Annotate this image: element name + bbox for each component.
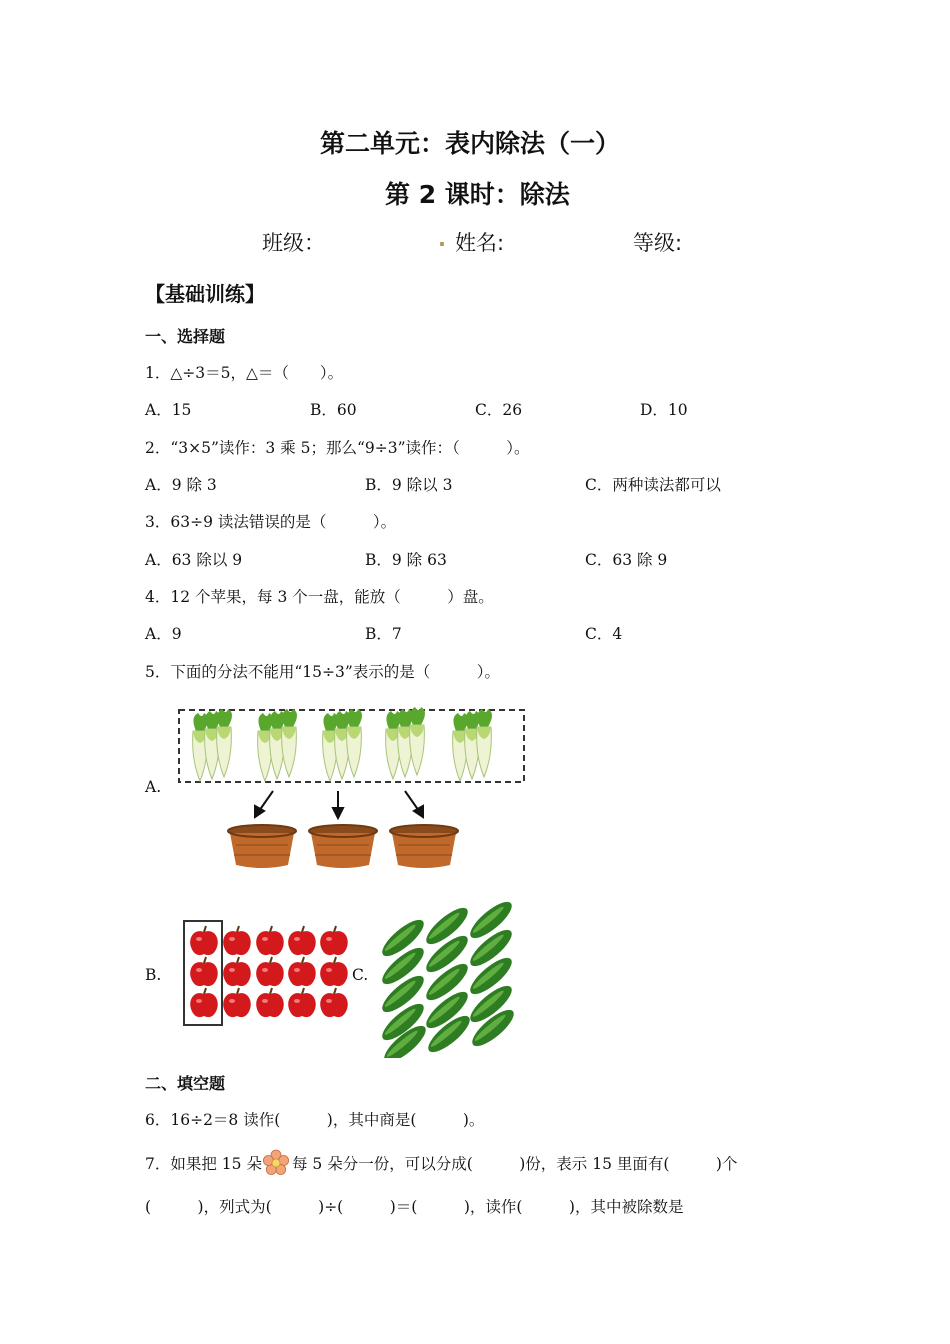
cucumber-column: [421, 902, 474, 1057]
q3-option-b: B．9 除 63: [365, 551, 447, 569]
radish-bunch: [193, 709, 232, 781]
basket: [309, 825, 377, 868]
page-title: 第二单元：表内除法（一）: [320, 129, 621, 158]
q5-option-c-label: C.: [352, 966, 369, 984]
q4-option-c: C．4: [585, 625, 623, 643]
q2-option-a: A．9 除 3: [145, 476, 217, 494]
q2-option-c: C．两种读法都可以: [585, 476, 721, 494]
apple-grid: [190, 926, 348, 1017]
radish-bunch: [453, 709, 492, 781]
radish-basket-illustration: [175, 705, 530, 875]
question-7-part2: 每 5 朵分一份，可以分成( )份，表示 15 里面有( )个: [292, 1155, 738, 1173]
question-4: 4．12 个苹果，每 3 个一盘，能放（ ）盘。: [145, 588, 494, 606]
apples-illustration: [182, 918, 352, 1028]
q1-option-b: B．60: [310, 401, 357, 419]
flower-icon: [262, 1149, 290, 1177]
section-choice-title: 一、选择题: [145, 327, 226, 346]
radish-bunch: [258, 709, 297, 781]
q5-option-a-label: A.: [145, 778, 162, 796]
q4-option-b: B．7: [365, 625, 402, 643]
q1-option-a: A．15: [145, 401, 192, 419]
question-2: 2．“3×5”读作：3 乘 5；那么“9÷3”读作：（ ）。: [145, 439, 530, 457]
q1-option-c: C．26: [475, 401, 523, 419]
radish-bunch: [386, 707, 425, 779]
lesson-subtitle: 第 2 课时：除法: [385, 180, 570, 209]
question-1: 1．△÷3＝5，△＝（ ）。: [145, 364, 344, 382]
q1-option-d: D．10: [640, 401, 688, 419]
grade-label: 等级:: [633, 231, 683, 255]
q5-option-b-label: B.: [145, 966, 162, 984]
q3-option-a: A．63 除以 9: [145, 551, 243, 569]
question-7-line2: ( )，列式为( )÷( )＝( )，读作( )，其中被除数是: [145, 1198, 684, 1216]
class-label: 班级：: [262, 231, 325, 255]
section-fill-title: 二、填空题: [145, 1074, 226, 1093]
separator-dot: .: [438, 227, 446, 251]
question-6: 6．16÷2＝8 读作( )，其中商是( )。: [145, 1111, 485, 1129]
basket: [228, 825, 296, 868]
basic-training-heading: 【基础训练】: [145, 282, 265, 306]
radish-bunch: [323, 709, 362, 781]
question-5: 5．下面的分法不能用“15÷3”表示的是（ ）。: [145, 663, 501, 681]
q2-option-b: B．9 除以 3: [365, 476, 453, 494]
question-7-part1: 7．如果把 15 朵: [145, 1155, 262, 1173]
question-3: 3．63÷9 读法错误的是（ ）。: [145, 513, 397, 531]
cucumber-column: [377, 914, 430, 1058]
q3-option-c: C．63 除 9: [585, 551, 668, 569]
name-label: 姓名:: [455, 231, 505, 255]
q4-option-a: A．9: [145, 625, 182, 643]
cucumbers-illustration: [375, 898, 525, 1058]
basket: [390, 825, 458, 868]
cucumber-column: [465, 898, 518, 1052]
